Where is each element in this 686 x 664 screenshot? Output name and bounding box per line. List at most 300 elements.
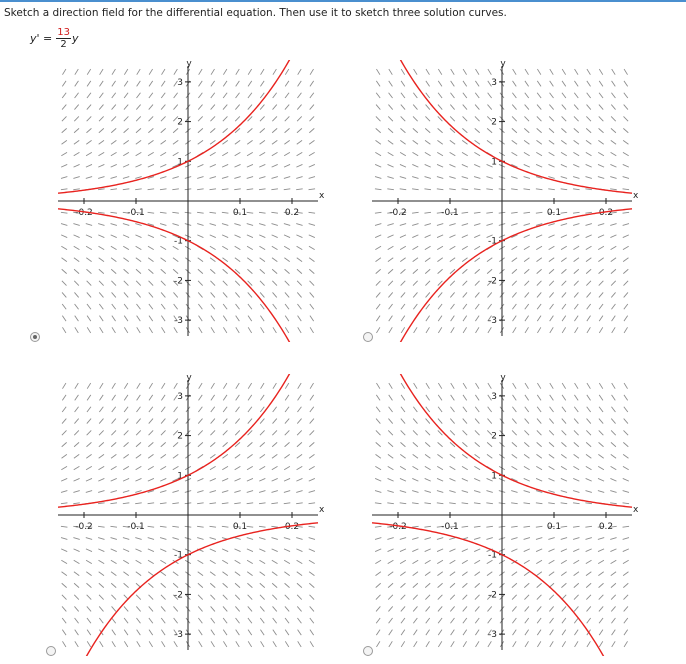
slope-mark: [401, 595, 406, 600]
slope-mark: [99, 583, 104, 587]
slope-mark: [62, 105, 66, 110]
slope-mark: [173, 583, 178, 587]
slope-mark: [401, 93, 405, 98]
slope-mark: [512, 606, 516, 611]
slope-mark: [537, 641, 540, 647]
direction-field-plot-d: [372, 374, 638, 656]
slope-mark: [259, 235, 265, 238]
slope-mark: [136, 430, 141, 435]
slope-mark: [599, 81, 603, 86]
slope-mark: [537, 69, 540, 75]
slope-mark: [475, 281, 480, 286]
slope-mark: [536, 246, 542, 249]
slope-mark: [550, 395, 554, 400]
slope-mark: [149, 630, 153, 635]
slope-mark: [623, 189, 630, 190]
slope-mark: [62, 128, 67, 132]
slope-mark: [623, 177, 629, 179]
slope-mark: [400, 478, 406, 481]
slope-mark: [247, 466, 253, 469]
slope-mark: [260, 595, 265, 600]
slope-mark: [261, 327, 264, 333]
slope-mark: [449, 478, 455, 481]
slope-mark: [297, 246, 303, 249]
slope-mark: [438, 641, 441, 647]
slope-mark: [401, 281, 406, 286]
slope-mark: [486, 491, 492, 493]
slope-mark: [149, 606, 153, 611]
slope-mark: [271, 526, 278, 527]
slope-mark: [476, 327, 479, 333]
slope-mark: [74, 292, 78, 297]
slope-mark: [87, 606, 91, 611]
slope-mark: [297, 606, 301, 611]
slope-mark: [587, 383, 590, 389]
slope-mark: [73, 491, 79, 493]
slope-mark: [111, 269, 116, 273]
slope-mark: [235, 258, 240, 262]
slope-mark: [561, 177, 567, 179]
slope-mark: [586, 116, 591, 121]
slope-mark: [87, 327, 90, 333]
slope-mark: [296, 235, 302, 238]
slope-mark: [537, 583, 542, 587]
y-tick-label: 1: [491, 471, 497, 482]
slope-mark: [297, 281, 302, 286]
slope-mark: [124, 383, 127, 389]
slope-mark: [561, 538, 567, 540]
slope-mark: [62, 327, 65, 333]
slope-mark: [573, 503, 580, 504]
y-tick-label: 3: [177, 77, 183, 88]
slope-mark: [309, 560, 315, 563]
slope-mark: [161, 316, 165, 321]
slope-mark: [537, 383, 540, 389]
equation-fraction: [56, 27, 71, 50]
slope-mark: [400, 152, 406, 155]
slope-mark: [161, 606, 165, 611]
slope-mark: [549, 606, 553, 611]
slope-mark: [235, 235, 241, 238]
slope-mark: [561, 246, 567, 249]
slope-mark: [248, 419, 252, 424]
slope-mark: [272, 140, 277, 144]
slope-mark: [99, 258, 104, 262]
slope-mark: [273, 419, 277, 424]
slope-mark: [75, 395, 79, 400]
slope-mark: [401, 69, 404, 75]
slope-mark: [449, 503, 456, 504]
slope-mark: [236, 81, 240, 86]
slope-mark: [475, 316, 479, 321]
slope-mark: [86, 491, 92, 493]
slope-mark: [112, 419, 116, 424]
slope-mark: [210, 560, 216, 563]
slope-mark: [537, 304, 541, 309]
slope-mark: [272, 269, 277, 273]
slope-mark: [222, 189, 229, 190]
slope-mark: [124, 93, 128, 98]
slope-mark: [260, 316, 264, 321]
slope-mark: [87, 618, 91, 623]
slope-mark: [412, 549, 418, 552]
slope-mark: [487, 292, 491, 297]
slope-mark: [536, 538, 542, 540]
slope-mark: [247, 538, 253, 540]
slope-mark: [375, 177, 381, 179]
slope-mark: [111, 140, 116, 144]
slope-mark: [537, 327, 540, 333]
slope-mark: [123, 258, 128, 262]
slope-mark: [297, 269, 302, 273]
slope-mark: [388, 430, 393, 435]
slope-mark: [198, 560, 204, 563]
slope-mark: [124, 281, 129, 286]
slope-mark: [74, 454, 79, 458]
slope-mark: [488, 69, 491, 75]
slope-mark: [562, 618, 566, 623]
slope-mark: [400, 560, 406, 563]
slope-mark: [309, 235, 315, 238]
slope-mark: [524, 164, 530, 167]
slope-mark: [412, 466, 418, 469]
slope-mark: [112, 641, 115, 647]
slope-mark: [210, 177, 216, 179]
slope-mark: [401, 618, 405, 623]
y-tick-label: -1: [488, 550, 497, 561]
slope-mark: [98, 466, 104, 469]
slope-mark: [86, 549, 92, 552]
slope-mark: [438, 606, 442, 611]
slope-mark: [426, 292, 430, 297]
slope-mark: [173, 454, 178, 458]
slope-mark: [198, 606, 202, 611]
slope-mark: [599, 595, 604, 600]
slope-mark: [273, 292, 277, 297]
slope-mark: [599, 442, 604, 446]
y-tick-label: -1: [488, 236, 497, 247]
slope-mark: [62, 419, 66, 424]
slope-mark: [376, 304, 380, 309]
slope-mark: [210, 491, 216, 493]
top-rule: [0, 0, 686, 2]
slope-mark: [561, 549, 567, 552]
slope-mark: [586, 549, 592, 552]
slope-mark: [401, 327, 404, 333]
slope-mark: [149, 641, 152, 647]
slope-mark: [462, 212, 469, 213]
x-axis-label: x: [319, 191, 324, 201]
slope-mark: [375, 478, 381, 481]
slope-mark: [574, 407, 578, 412]
slope-mark: [425, 116, 430, 121]
slope-mark: [486, 212, 493, 213]
slope-mark: [475, 93, 479, 98]
slope-mark: [260, 583, 265, 587]
slope-mark: [523, 503, 530, 504]
slope-mark: [260, 269, 265, 273]
slope-mark: [285, 128, 290, 132]
slope-mark: [376, 281, 381, 286]
slope-mark: [487, 269, 492, 273]
slope-mark: [235, 595, 240, 600]
slope-mark: [272, 572, 277, 576]
slope-mark: [173, 140, 178, 144]
slope-mark: [387, 503, 394, 504]
slope-mark: [148, 128, 153, 132]
slope-mark: [211, 304, 215, 309]
option-a-radio[interactable]: [30, 332, 40, 342]
slope-mark: [586, 491, 592, 493]
slope-mark: [161, 583, 166, 587]
slope-mark: [524, 478, 530, 481]
slope-mark: [261, 69, 264, 75]
slope-mark: [284, 503, 291, 504]
slope-mark: [284, 572, 289, 576]
slope-mark: [161, 116, 166, 121]
slope-mark: [75, 618, 79, 623]
slope-mark: [172, 491, 178, 493]
slope-mark: [173, 269, 178, 273]
slope-mark: [111, 177, 117, 179]
slope-mark: [425, 560, 431, 563]
slope-mark: [449, 177, 455, 179]
slope-mark: [198, 128, 203, 132]
slope-mark: [259, 560, 265, 563]
slope-mark: [536, 526, 543, 527]
slope-mark: [210, 246, 216, 249]
slope-mark: [222, 258, 227, 262]
slope-mark: [512, 292, 516, 297]
slope-mark: [87, 316, 91, 321]
slope-mark: [574, 618, 578, 623]
slope-mark: [425, 281, 430, 286]
slope-mark: [437, 549, 443, 552]
slope-mark: [376, 81, 380, 86]
slope-mark: [199, 69, 202, 75]
slope-mark: [550, 93, 554, 98]
slope-mark: [376, 430, 381, 435]
slope-mark: [99, 304, 103, 309]
slope-mark: [449, 189, 456, 190]
slope-mark: [463, 395, 467, 400]
slope-mark: [562, 105, 566, 110]
slope-mark: [424, 189, 431, 190]
slope-mark: [401, 383, 404, 389]
slope-mark: [75, 81, 79, 86]
slope-mark: [414, 69, 417, 75]
slope-mark: [610, 478, 616, 481]
slope-mark: [388, 454, 393, 458]
slope-mark: [222, 549, 228, 552]
slope-mark: [388, 595, 393, 600]
slope-mark: [222, 164, 228, 167]
slope-mark: [135, 503, 142, 504]
slope-mark: [375, 538, 381, 540]
slope-mark: [112, 606, 116, 611]
slope-mark: [487, 454, 492, 458]
slope-mark: [550, 383, 553, 389]
slope-mark: [474, 560, 480, 563]
slope-mark: [111, 583, 116, 587]
slope-mark: [197, 224, 203, 226]
slope-mark: [124, 618, 128, 623]
y-tick-label: 3: [491, 77, 497, 88]
x-tick-label: 0.2: [598, 522, 614, 532]
slope-mark: [474, 478, 480, 481]
slope-mark: [474, 164, 480, 167]
slope-mark: [463, 407, 467, 412]
slope-mark: [99, 140, 104, 144]
slope-mark: [462, 491, 468, 493]
slope-mark: [562, 395, 566, 400]
slope-mark: [136, 246, 142, 249]
slope-mark: [148, 235, 154, 238]
slope-mark: [610, 538, 616, 540]
y-axis-label: y: [500, 60, 506, 69]
slope-mark: [474, 235, 480, 238]
slope-mark: [586, 595, 591, 600]
slope-mark: [512, 572, 517, 576]
slope-mark: [136, 128, 141, 132]
slope-mark: [148, 503, 155, 504]
slope-mark: [62, 281, 67, 286]
slope-mark: [512, 246, 518, 249]
slope-mark: [524, 258, 529, 262]
slope-mark: [259, 466, 265, 469]
slope-mark: [412, 478, 418, 481]
slope-mark: [86, 269, 91, 273]
slope-mark: [438, 407, 442, 412]
slope-mark: [376, 606, 380, 611]
slope-mark: [247, 478, 253, 481]
slope-mark: [112, 407, 116, 412]
slope-mark: [537, 407, 541, 412]
slope-mark: [197, 164, 203, 167]
slope-mark: [425, 538, 431, 540]
slope-mark: [61, 549, 67, 552]
slope-mark: [297, 419, 301, 424]
slope-mark: [173, 152, 179, 155]
slope-mark: [611, 583, 616, 587]
slope-mark: [587, 606, 591, 611]
slope-mark: [511, 212, 518, 213]
option-c-radio[interactable]: [46, 646, 56, 656]
slope-mark: [123, 164, 129, 167]
slope-mark: [611, 572, 616, 576]
slope-mark: [549, 572, 554, 576]
slope-mark: [310, 383, 313, 389]
slope-mark: [285, 327, 288, 333]
slope-mark: [512, 595, 517, 600]
slope-mark: [285, 105, 289, 110]
slope-mark: [463, 595, 468, 600]
slope-mark: [462, 478, 468, 481]
slope-mark: [586, 572, 591, 576]
slope-mark: [388, 560, 394, 563]
slope-mark: [62, 292, 66, 297]
slope-mark: [562, 606, 566, 611]
slope-mark: [474, 503, 481, 504]
slope-mark: [222, 152, 228, 155]
slope-mark: [285, 69, 288, 75]
slope-mark: [62, 304, 66, 309]
slope-mark: [61, 164, 67, 167]
slope-mark: [86, 466, 92, 469]
slope-mark: [297, 140, 302, 144]
equation-numerator: 13: [57, 26, 70, 38]
slope-mark: [512, 116, 517, 121]
slope-mark: [198, 430, 203, 435]
slope-mark: [310, 105, 314, 110]
slope-mark: [211, 606, 215, 611]
slope-mark: [549, 478, 555, 481]
slope-mark: [112, 316, 116, 321]
slope-mark: [462, 572, 467, 576]
slope-mark: [86, 177, 92, 179]
slope-mark: [561, 572, 566, 576]
slope-mark: [260, 281, 265, 286]
slope-mark: [148, 466, 154, 469]
slope-mark: [549, 246, 555, 249]
slope-mark: [285, 442, 290, 446]
slope-mark: [611, 269, 616, 273]
slope-mark: [272, 246, 278, 249]
slope-mark: [136, 281, 141, 286]
slope-mark: [599, 606, 603, 611]
slope-mark: [162, 383, 165, 389]
slope-mark: [310, 327, 313, 333]
slope-mark: [198, 292, 202, 297]
slope-mark: [259, 526, 266, 527]
slope-mark: [99, 81, 103, 86]
slope-mark: [247, 442, 252, 446]
slope-mark: [586, 583, 591, 587]
slope-mark: [248, 292, 252, 297]
slope-mark: [451, 630, 455, 635]
slope-mark: [387, 224, 393, 226]
slope-mark: [160, 212, 167, 213]
slope-mark: [259, 189, 266, 190]
slope-mark: [437, 466, 443, 469]
slope-mark: [285, 595, 290, 600]
slope-mark: [309, 503, 316, 504]
slope-mark: [562, 641, 565, 647]
slope-mark: [284, 164, 290, 167]
slope-mark: [111, 478, 117, 481]
slope-mark: [389, 407, 393, 412]
slope-mark: [210, 442, 215, 446]
slope-mark: [474, 538, 480, 540]
slope-mark: [524, 583, 529, 587]
slope-mark: [136, 93, 140, 98]
slope-mark: [298, 327, 301, 333]
slope-mark: [87, 292, 91, 297]
slope-mark: [161, 105, 165, 110]
slope-mark: [413, 606, 417, 611]
slope-mark: [412, 177, 418, 179]
slope-mark: [62, 407, 66, 412]
slope-mark: [309, 549, 315, 552]
slope-mark: [388, 583, 393, 587]
slope-mark: [401, 430, 406, 435]
slope-mark: [236, 407, 240, 412]
slope-mark: [475, 442, 480, 446]
slope-mark: [511, 503, 518, 504]
slope-mark: [223, 292, 227, 297]
slope-mark: [197, 189, 204, 190]
slope-mark: [549, 292, 553, 297]
